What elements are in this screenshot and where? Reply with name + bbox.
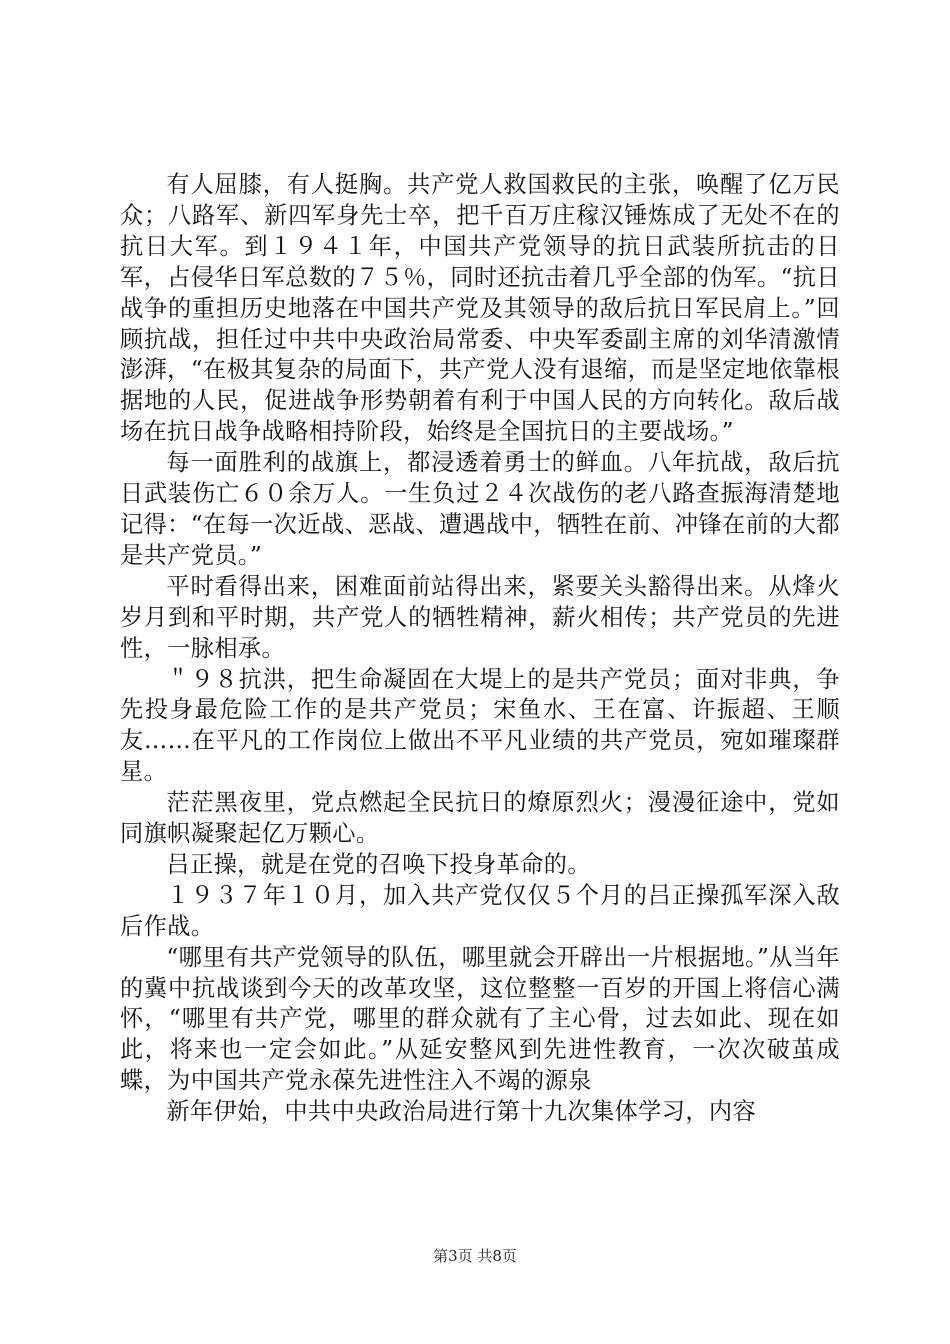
paragraph-7: １９３７年１０月，加入共产党仅仅５个月的吕正操孤军深入敌后作战。 <box>120 881 840 940</box>
paragraph-5: 茫茫黑夜里，党点燃起全民抗日的燎原烈火；漫漫征途中，党如同旗帜凝聚起亿万颗心。 <box>120 789 840 848</box>
paragraph-9: 新年伊始，中共中央政治局进行第十九次集体学习，内容 <box>166 1098 757 1126</box>
paragraph-6: 吕正操，就是在党的召唤下投身革命的。 <box>166 850 591 878</box>
page-number-footer: 第3页 共8页 <box>433 1247 517 1265</box>
paragraph-4: ＂９８抗洪，把生命凝固在大堤上的是共产党员；面对非典，争先投身最危险工作的是共产党员；宋鱼水、王在富、许振超、王顺友……在平凡的工作岗位上做出不平凡业绩的共产党员，宛如璀璨群星。 <box>120 665 840 786</box>
paragraph-8: “哪里有共产党领导的队伍，哪里就会开辟出一片根据地。”从当年的冀中抗战谈到今天的改革攻坚，这位整整一百岁的开国上将信心满怀，“哪里有共产党，哪里的群众就有了主心骨，过去如此、现在如此，将来也一定会如此。”从延安整风到先进性教育，一次次破茧成蝶，为中国共产党永葆先进性注入不竭的源泉 <box>120 943 840 1095</box>
document-body <box>120 170 840 1128</box>
paragraph-3: 平时看得出来，困难面前站得出来，紧要关头豁得出来。从烽火岁月到和平时期，共产党人的牺牲精神，薪火相传；共产党员的先进性，一脉相承。 <box>120 572 840 662</box>
paragraph-2: 每一面胜利的战旗上，都浸透着勇士的鲜血。八年抗战，敌后抗日武装伤亡６０余万人。一生负过２４次战伤的老八路查振海清楚地记得：“在每一次近战、恶战、遭遇战中，牺牲在前、冲锋在前的大都是共产党员。” <box>120 449 840 569</box>
paragraph-1: 有人屈膝，有人挺胸。共产党人救国救民的主张，唤醒了亿万民众；八路军、新四军身先士卒，把千百万庄稼汉锤炼成了无处不在的抗日大军。到１９４１年，中国共产党领导的抗日武装所抗击的日军，占侵华日军总数的７５％，同时还抗击着几乎全部的伪军。“抗日战争的重担历史地落在中国共产党及其领导的敌后抗日军民肩上。”回顾抗战，担任过中共中央政治局常委、中央军委副主席的刘华清激情澎湃，“在极其复杂的局面下，共产党人没有退缩，而是坚定地依靠根据地的人民，促进战争形势朝着有利于中国人民的方向转化。敌后战场在抗日战争战略相持阶段，始终是全国抗日的主要战场。” <box>120 171 840 446</box>
